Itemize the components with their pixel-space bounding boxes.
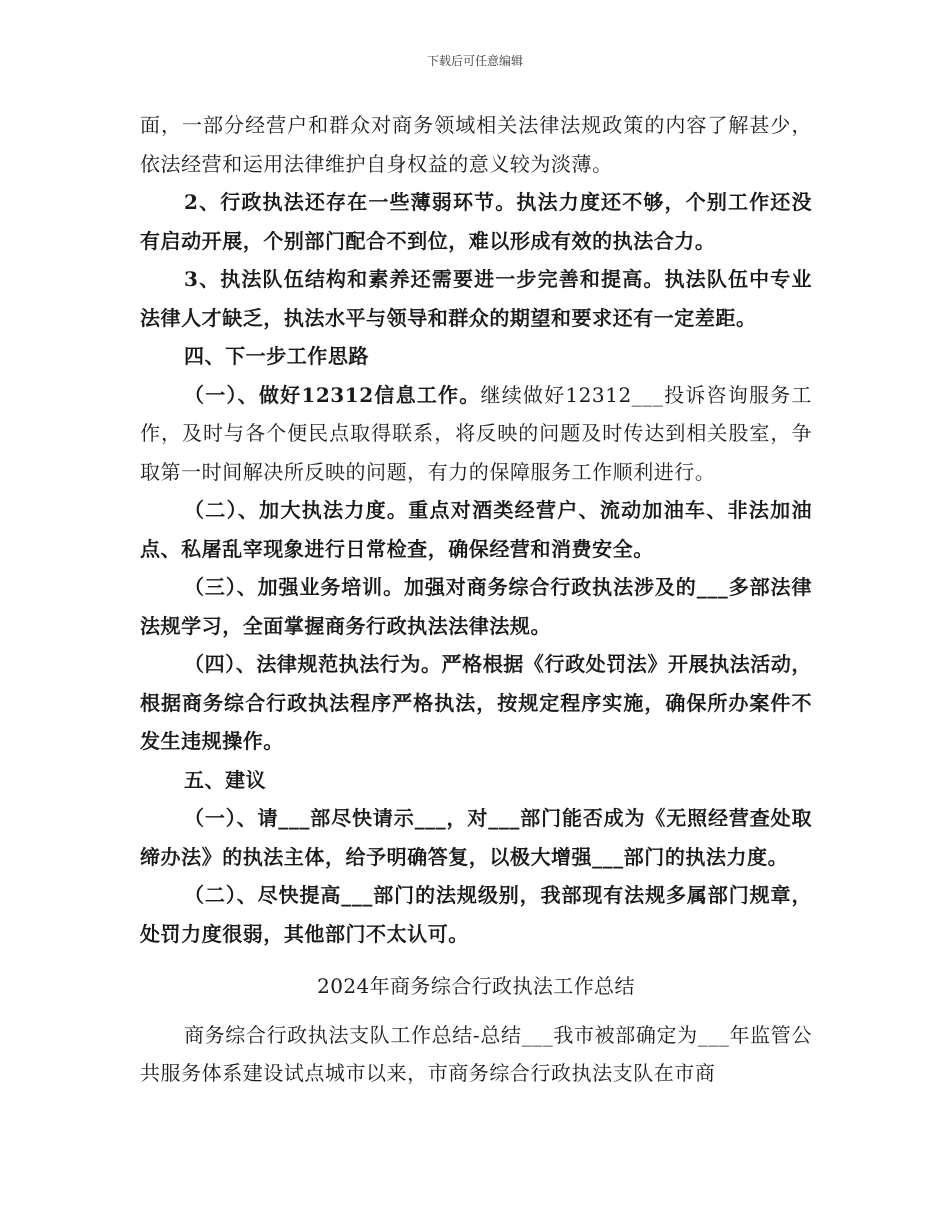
paragraph-lead: （一）、做好12312信息工作。 [184, 382, 481, 407]
section-heading: 五、建议 [184, 767, 267, 792]
paragraph: （四）、法律规范执法行为。严格根据《行政处罚法》开展执法活动，根据商务综合行政执法程序严格执法，按规定程序实施，确保所办案件不发生违规操作。 [140, 652, 812, 753]
page-header: 下载后可任意编辑 [426, 54, 523, 68]
paragraph: （三）、加强业务培训。加强对商务综合行政执法涉及的___多部法律法规学习，全面掌握商务行政执法法律法规。 [140, 575, 812, 638]
paragraph: （二）、尽快提高___部门的法规级别，我部现有法规多属部门规章，处罚力度很弱，其他部门不太认可。 [140, 883, 812, 946]
paragraph: 面，一部分经营户和群众对商务领域相关法律法规政策的内容了解甚少，依法经营和运用法律维护自身权益的意义较为淡薄。 [140, 113, 812, 176]
paragraph: （一）、请___部尽快请示___，对___部门能否成为《无照经营查处取缔办法》的执法主体，给予明确答复，以极大增强___部门的执法力度。 [140, 806, 812, 869]
paragraph-text: 继续做好12312___投诉咨询服务工作，及时与各个便民点取得联系，将反映的问题及时传达到相关股室，争取第一时间解决所反映的问题，有力的保障服务工作顺利进行。 [140, 382, 812, 484]
paragraph: （二）、加大执法力度。重点对酒类经营户、流动加油车、非法加油点、私屠乱宰现象进行日常检查，确保经营和消费安全。 [140, 498, 812, 561]
document-title: 2024年商务综合行政执法工作总结 [317, 974, 635, 998]
paragraph: 2、行政执法还存在一些薄弱环节。执法力度还不够，个别工作还没有启动开展，个别部门配合不到位，难以形成有效的执法合力。 [140, 190, 812, 253]
paragraph [140, 376, 812, 492]
document-body [140, 106, 812, 1093]
paragraph: 3、执法队伍结构和素养还需要进一步完善和提高。执法队伍中专业法律人才缺乏，执法水平与领导和群众的期望和要求还有一定差距。 [140, 267, 812, 330]
section-heading: 四、下一步工作思路 [184, 344, 369, 368]
paragraph: 商务综合行政执法支队工作总结-总结___我市被部确定为___年监管公共服务体系建设试点城市以来，市商务综合行政执法支队在市商 [140, 1022, 812, 1085]
